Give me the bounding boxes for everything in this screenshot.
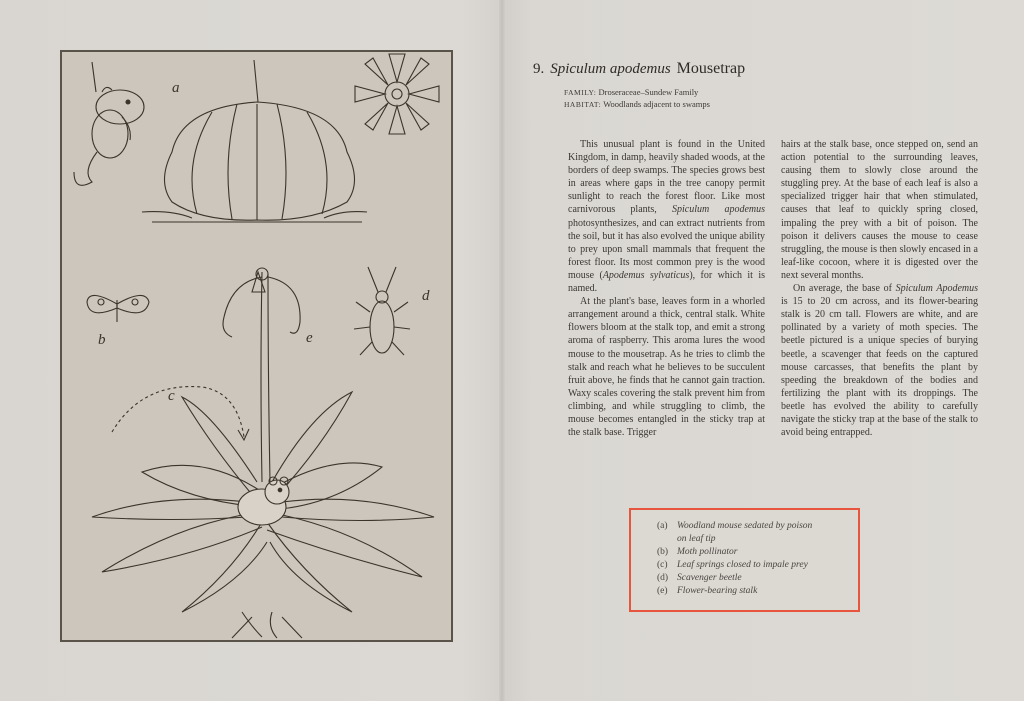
label-a: a: [172, 80, 180, 96]
etching-plate: [60, 50, 453, 642]
paragraph-4: [781, 282, 978, 439]
legend-item: (d) Scavenger beetle: [657, 573, 742, 583]
text-column-left: [568, 138, 765, 439]
habitat-line: [564, 99, 710, 109]
family-line: [564, 87, 698, 97]
label-d: d: [422, 288, 430, 304]
mouse-illustration: [74, 62, 144, 185]
entry-title: [533, 60, 745, 78]
p1-latin-2: Apodemus sylvaticus: [602, 269, 690, 281]
legend-item: on leaf tip: [677, 534, 716, 544]
common-name: Mousetrap: [676, 60, 746, 77]
p1-latin: Spiculum apodemus: [672, 204, 765, 216]
book-gutter: [499, 0, 505, 701]
entry-number: 9.: [533, 61, 545, 77]
legend-item: (b) Moth pollinator: [657, 547, 738, 557]
spring-arrow-illustration: [112, 387, 244, 437]
p1-text-c: ), for which it is named.: [568, 269, 765, 295]
open-flower-illustration: [355, 54, 439, 134]
habitat-key: HABITAT:: [564, 100, 602, 109]
beetle-illustration: [354, 267, 410, 355]
family-key: FAMILY:: [564, 88, 597, 97]
trapped-mouse-illustration: [238, 477, 289, 525]
label-e: e: [306, 330, 313, 346]
family-value: Droseraceae–Sundew Family: [598, 87, 699, 97]
legend-item: (e) Flower-bearing stalk: [657, 586, 758, 596]
paragraph-3: hairs at the stalk base, once stepped on, send an action potential to the surrounding leaves, causing them to slowly close around the stuggling prey. At the base of each leaf is also a specialized trigger hair that when stimulated, causes that leaf to quickly spring closed, impaling the prey with a bit of poison. The poison it delivers causes the mouse to cease struggling, the mouse is then slowly encased in a leaf-like cocoon, where it is digested over the next several months.: [781, 139, 978, 281]
legend-item: (c) Leaf springs closed to impale prey: [657, 560, 808, 570]
paragraph-2: At the plant's base, leaves form in a whorled arrangement around a thick, central stalk. White flowers bloom at the stalk top, and emit a strong aroma of raspberry. This aroma lures the wood mouse to the mousetrap. As he tries to climb the stalk and reach what he believes to be succulent fruit above, he finds that he cannot gain traction. Waxy scales covering the stalk prevent him from climbing, and while struggling to climb, the mouse becomes entangled in the sticky trap at the stalk base. Trigger: [568, 296, 765, 439]
p4-text-b: is 15 to 20 cm across, and its flower-bearing stalk is 20 cm tall. Flowers are white, and are pollinated by a variety of moth species. The beetle pictured is a unique species of burying beetle, a scavenger that feeds on the captured mouse carcasses, that benefits the plant by speeding the breakdown of the bodies and fertilizing the plant with its droppings. The beetle has evolved the ability to carefully navigate the sticky trap at the base of the stalk to avoid being entrapped.: [781, 296, 978, 439]
p4-latin: Spiculum Apodemus: [895, 283, 979, 295]
label-c: c: [168, 388, 175, 404]
p1-text-b: photosynthesizes, and can extract nutrients from the soil, but it has also evolved the unique ability to prey upon small mammals that frequent the forest floor. Its most common prey is the wood mouse (: [568, 217, 765, 281]
text-column-right: [781, 138, 978, 439]
moth-illustration: [87, 295, 149, 322]
habitat-value: Woodlands adjacent to swamps: [603, 99, 710, 109]
legend-item: (a) Woodland mouse sedated by poison: [657, 521, 813, 531]
p4-text-a: On average, the base of: [793, 283, 896, 295]
paragraph-1: [568, 138, 765, 295]
plant-illustration: [62, 52, 451, 640]
p1-text-a: This unusual plant is found in the United Kingdom, in damp, heavily shaded woods, at the borders of deep swamps. The species grows best in areas where gaps in the tree canopy permit sunlight to reach the forest floor. Like most carnivorous plants,: [568, 139, 765, 216]
label-b: b: [98, 332, 106, 348]
latin-name: Spiculum apodemus: [550, 61, 671, 77]
figure-legend: [629, 508, 860, 612]
